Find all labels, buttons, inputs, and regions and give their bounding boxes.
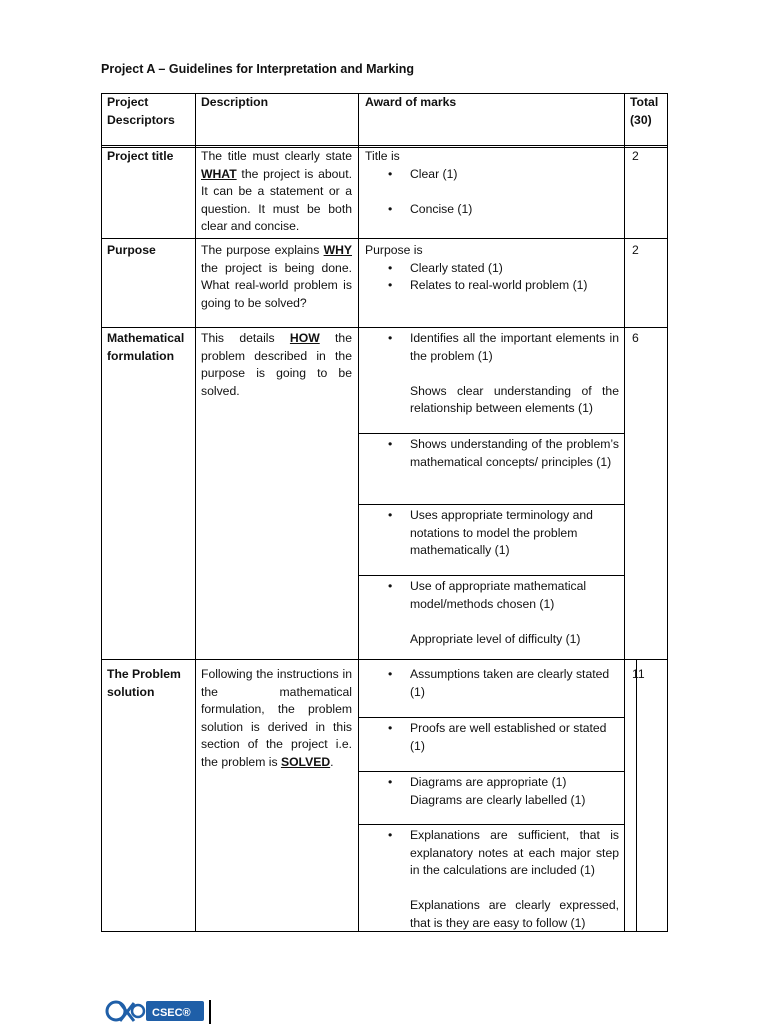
description-keyword: WHAT (201, 166, 237, 181)
csec-logo (104, 997, 208, 1025)
award-group (365, 578, 619, 648)
award-item: • Use of appropriate mathematical model/methods chosen (1) (365, 578, 619, 613)
descriptor-label: Project title (107, 149, 174, 163)
award-group (365, 330, 619, 418)
award-item: • Concise (1) (365, 201, 619, 219)
description-text (201, 148, 352, 236)
award-group (365, 827, 619, 933)
footer-divider (209, 1000, 211, 1024)
column-divider (195, 93, 196, 932)
column-divider (636, 659, 637, 932)
header-description: Description (201, 95, 269, 109)
award-item: • Uses appropriate terminology and notations to model the problem mathematically (1) (365, 507, 619, 560)
subrow-divider (358, 771, 625, 772)
description-keyword: SOLVED (280, 754, 331, 769)
award-item: • Identifies all the important elements in the problem (1) (365, 330, 619, 365)
description-prefix: The title must clearly state (201, 149, 352, 163)
column-divider (358, 93, 359, 932)
header-award: Award of marks (365, 95, 457, 109)
award-item: • Clearly stated (1) (365, 260, 619, 278)
description-text (201, 666, 352, 772)
description-suffix: . (330, 754, 334, 769)
description-suffix: the project is being done. What real-world problem is going to be solved? (201, 260, 352, 310)
total-value: 11 (632, 667, 645, 681)
description-prefix: Following the instructions in the mathematical formulation, the problem solution is derived in this section of the project i.e. the problem is (201, 667, 352, 769)
award-item: • Proofs are well established or stated (1) (365, 720, 619, 755)
description-suffix: the project is about. It can be a statement or a question. It must be both clear and concise. (201, 166, 352, 234)
row-divider (101, 327, 668, 328)
cxc-logo-icon (104, 997, 208, 1025)
descriptor-label: Mathematical formulation (107, 331, 185, 363)
award-intro: Purpose is (365, 243, 423, 257)
document-title: Project A – Guidelines for Interpretation and Marking (101, 62, 415, 76)
header-total: Total (30) (630, 95, 659, 127)
award-group (365, 507, 619, 560)
column-divider (624, 93, 625, 932)
award-group (365, 774, 619, 809)
award-item: • Explanations are sufficient, that is explanatory notes at each major step in the calculations are included (1) (365, 827, 619, 880)
total-value: 2 (632, 149, 639, 163)
table-border-right (667, 93, 668, 932)
award-item: • Relates to real-world problem (1) (365, 277, 619, 295)
award-group (365, 666, 619, 701)
logo-text: CSEC® (152, 1007, 191, 1019)
description-text (201, 330, 352, 400)
description-keyword: WHY (323, 243, 352, 257)
award-note: Appropriate level of difficulty (1) (410, 631, 581, 646)
row-divider (101, 145, 668, 146)
table-border-left (101, 93, 102, 932)
award-item: • Assumptions taken are clearly stated (1) (365, 666, 619, 701)
award-group (365, 436, 619, 471)
award-group (365, 720, 619, 755)
description-keyword: HOW (289, 331, 320, 345)
description-suffix: the problem described in the purpose is going to be solved. (201, 331, 352, 398)
award-cell (365, 148, 619, 218)
subrow-divider (358, 575, 625, 576)
row-divider (101, 659, 668, 660)
subrow-divider (358, 433, 625, 434)
award-intro: Title is (365, 149, 400, 163)
award-note: Diagrams are clearly labelled (1) (410, 792, 586, 807)
subrow-divider (358, 717, 625, 718)
award-note: Shows clear understanding of the relationship between elements (1) (410, 383, 619, 416)
award-item: • Diagrams are appropriate (1) (365, 774, 619, 792)
subrow-divider (358, 504, 625, 505)
award-item: • Clear (1) (365, 166, 619, 184)
total-value: 2 (632, 243, 639, 257)
row-divider (101, 238, 668, 239)
description-prefix: The purpose explains (201, 243, 324, 257)
subrow-divider (358, 824, 625, 825)
award-cell (365, 242, 619, 295)
award-note: Explanations are clearly expressed, that is they are easy to follow (1) (410, 898, 619, 930)
description-prefix: This details (201, 331, 290, 345)
total-value: 6 (632, 331, 639, 345)
marking-table (101, 93, 668, 932)
award-item: • Shows understanding of the problem’s mathematical concepts/ principles (1) (365, 436, 619, 471)
header-descriptors: Project Descriptors (107, 95, 175, 127)
descriptor-label: Purpose (107, 243, 156, 257)
description-text (201, 242, 352, 312)
descriptor-label: The Problem solution (107, 667, 181, 699)
